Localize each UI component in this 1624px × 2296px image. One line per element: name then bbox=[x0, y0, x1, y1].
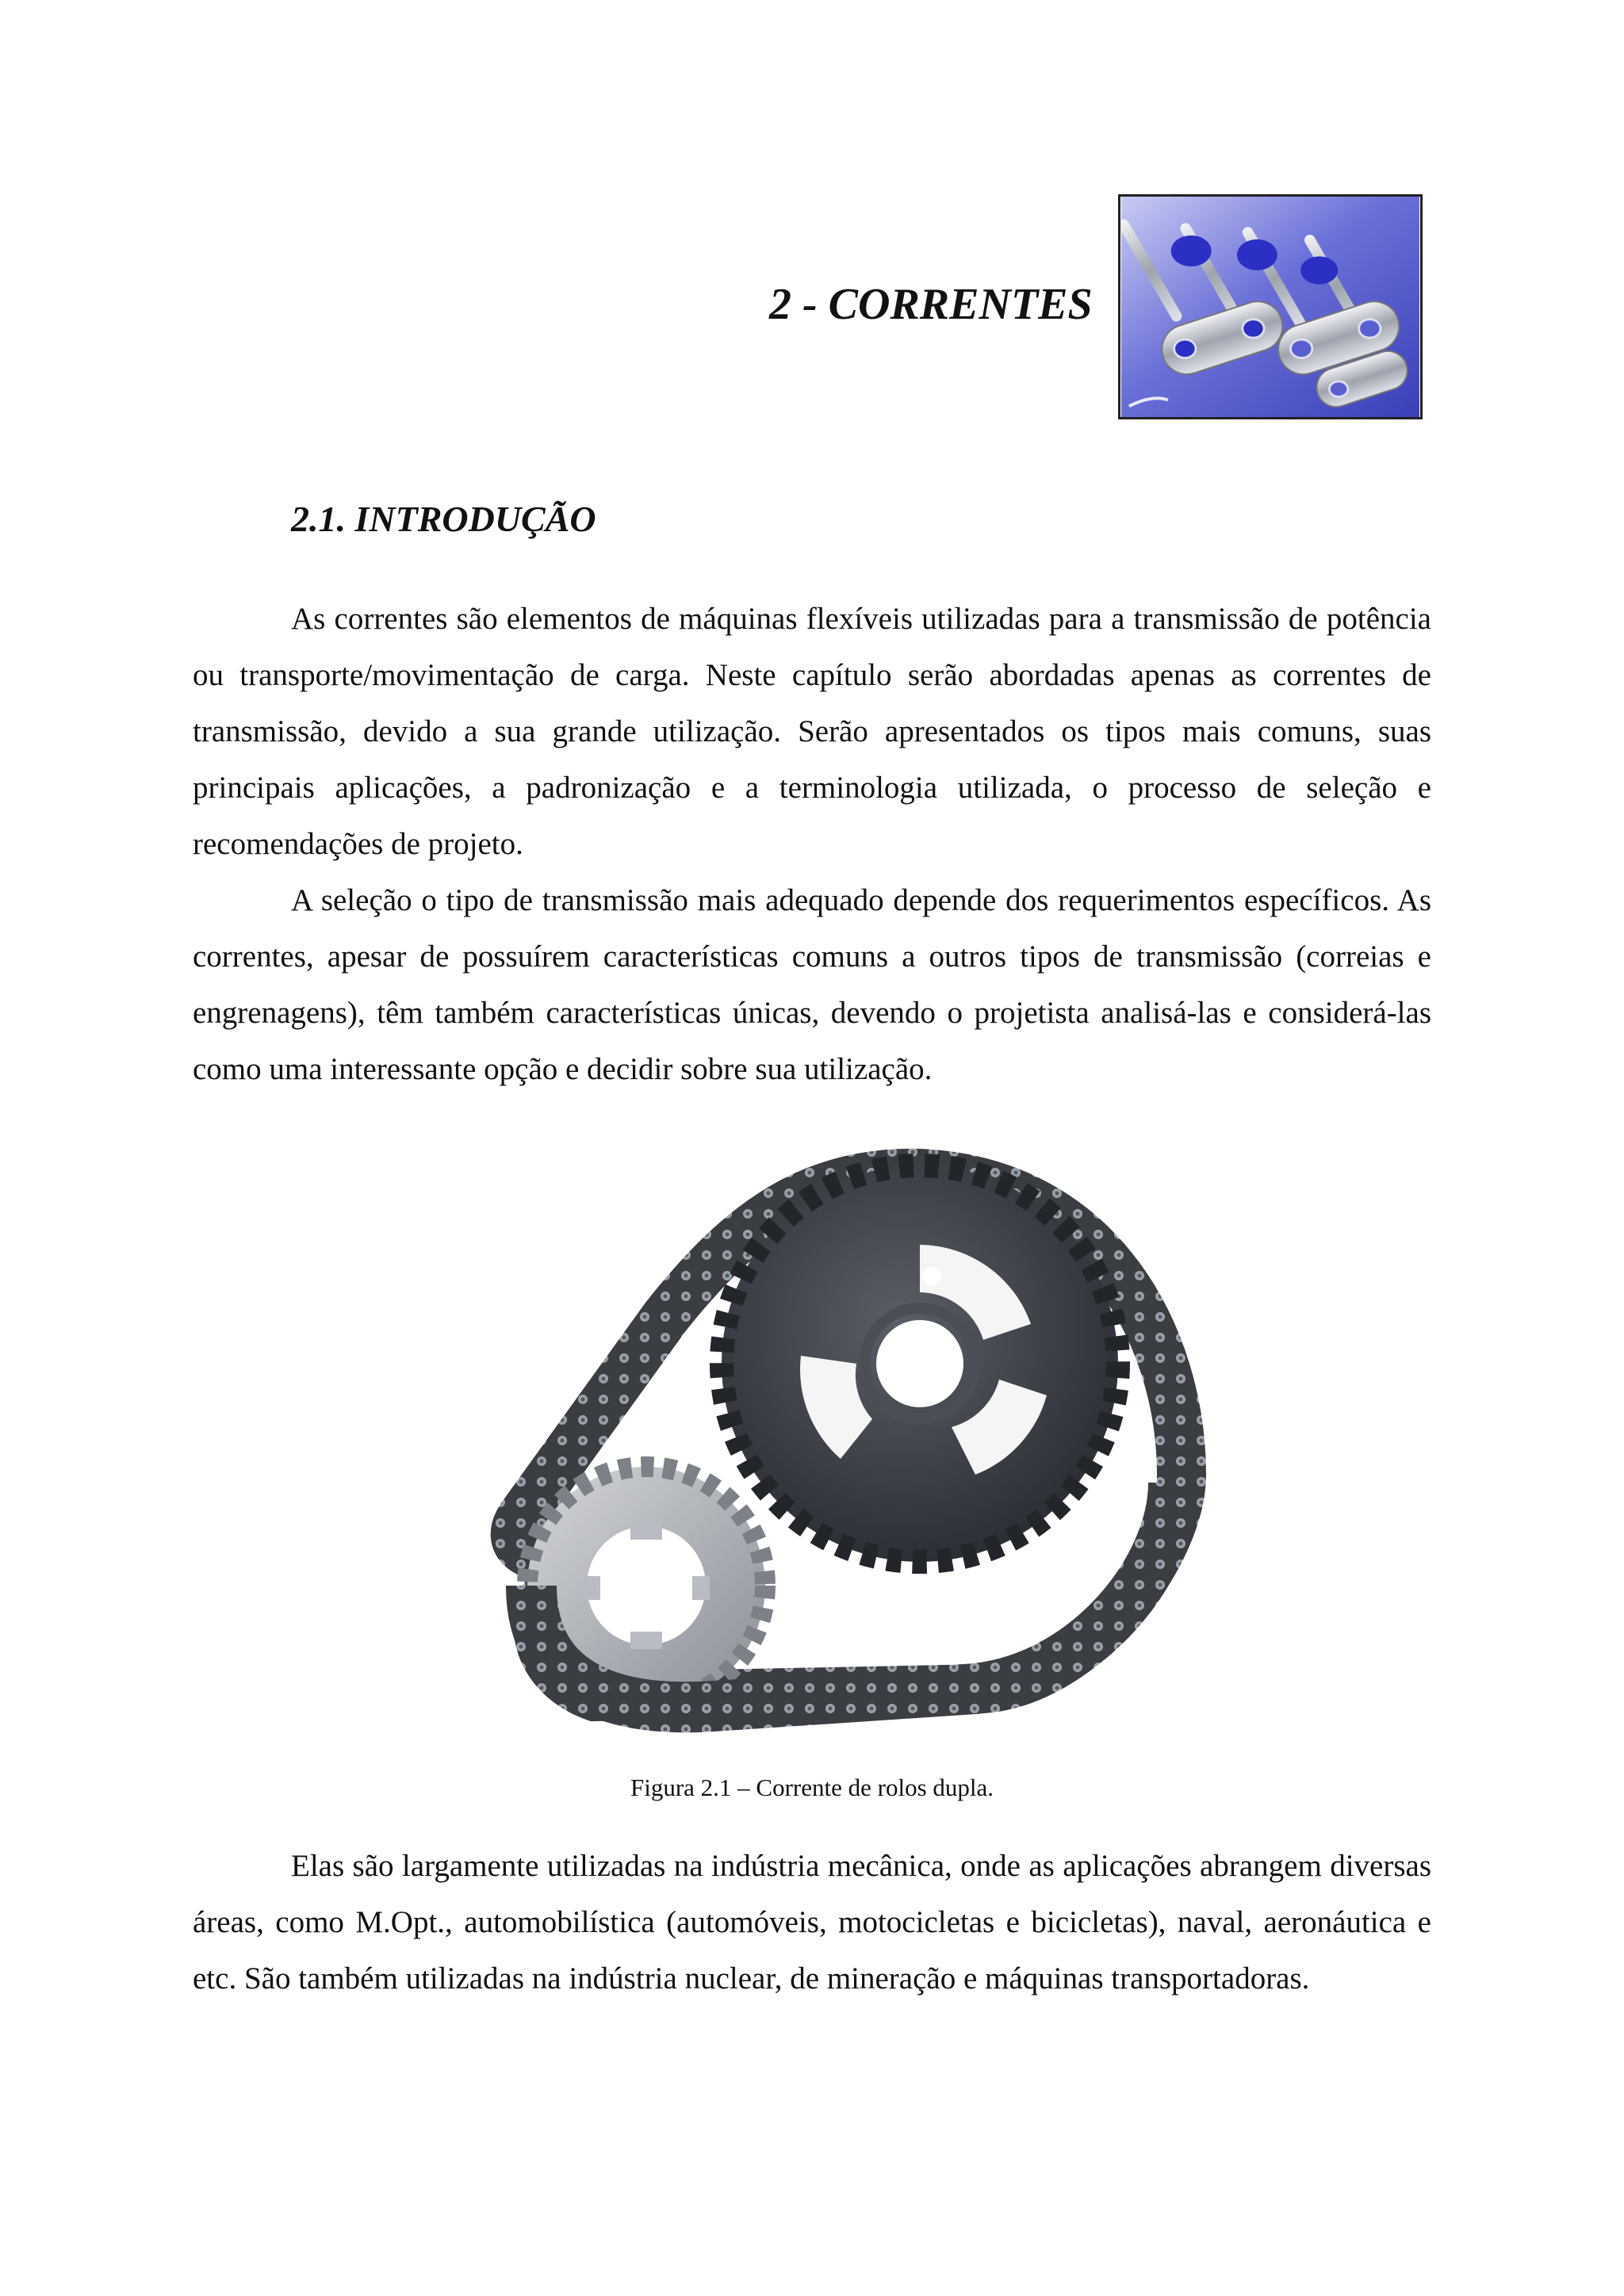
paragraph: Elas são largamente utilizadas na indústria mecânica, onde as aplicações abrangem diversas áreas, como M.Opt., automobilística (automóveis, motocicletas e bicicletas), naval, aeronáutica e etc. São também utilizadas na indústria nuclear, de mineração e máquinas transportadoras. bbox=[193, 1849, 1431, 1996]
paragraph: A seleção o tipo de transmissão mais adequado depende dos requerimentos específicos. As correntes, apesar de possuírem características comuns a outros tipos de transmissão (correias e engrenagens), têm também características únicas, devendo o projetista analisá-las e considerá-las como uma interessante opção e decidir sobre sua utilização. bbox=[193, 883, 1431, 1086]
figure-caption: Figura 2.1 – Corrente de rolos dupla. bbox=[630, 1774, 994, 1801]
section-title: 2.1. INTRODUÇÃO bbox=[291, 499, 596, 539]
closing-text-block bbox=[193, 1838, 1431, 2007]
paragraph: As correntes são elementos de máquinas flexíveis utilizadas para a transmissão de potência ou transporte/movimentação de carga. Neste capítulo serão abordadas apenas as correntes de transmissão, devido a sua grande utilização. Serão apresentados os tipos mais comuns, suas principais aplicações, a padronização e a terminologia utilizada, o processo de seleção e recomendações de projeto. bbox=[193, 602, 1431, 861]
chain-links-illustration bbox=[1118, 194, 1423, 419]
intro-text-block bbox=[193, 591, 1431, 1097]
chapter-title: 2 - CORRENTES bbox=[769, 280, 1093, 329]
double-roller-chain-photo bbox=[428, 1142, 1221, 1744]
